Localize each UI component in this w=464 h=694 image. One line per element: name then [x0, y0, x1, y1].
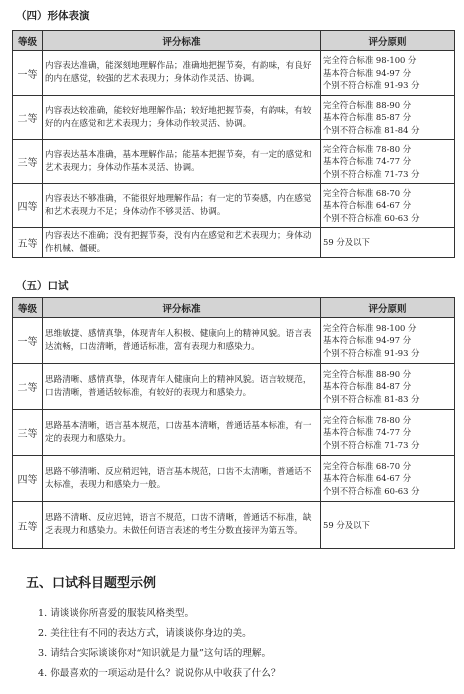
principle-line: 个别不符合标准 71-73 分 [323, 168, 420, 179]
principle-line: 基本符合标准 64-67 分 [323, 473, 412, 484]
example-question: 1. 请谈谈你所喜爱的服装风格类型。 [38, 608, 195, 619]
header-level: 等级 [13, 31, 43, 51]
criteria-cell: 思路基本清晰，语言基本规范，口齿基本清晰，普通话基本标准，有一定的表现力和感染力。 [43, 410, 321, 456]
principle-line: 完全符合标准 78-80 分 [323, 414, 412, 425]
principle-line: 个别不符合标准 60-63 分 [323, 485, 420, 496]
level-cell: 四等 [13, 184, 43, 228]
table-row [13, 96, 455, 140]
oral-grading-table [12, 297, 455, 549]
criteria-cell: 内容表达较准确，能较好地理解作品；较好地把握节奏，有韵味，有较好的内在感觉和艺术表现力；身体动作较灵活、协调。 [43, 96, 321, 140]
table-row [13, 184, 455, 228]
header-principle: 评分原则 [321, 298, 455, 318]
performance-grading-table [12, 30, 455, 258]
level-cell: 一等 [13, 318, 43, 364]
example-question: 2. 美往往有不同的表达方式，请谈谈你身边的美。 [38, 628, 252, 639]
principle-cell [321, 140, 455, 184]
principle-line: 基本符合标准 64-67 分 [323, 200, 412, 211]
header-criteria: 评分标准 [43, 298, 321, 318]
principle-cell [321, 51, 455, 96]
principle-line: 个别不符合标准 81-83 分 [323, 393, 420, 404]
principle-line: 完全符合标准 88-90 分 [323, 99, 412, 110]
principle-cell [321, 228, 455, 258]
principle-line: 个别不符合标准 81-84 分 [323, 124, 420, 135]
principle-line: 完全符合标准 98-100 分 [323, 55, 417, 66]
table-row [13, 364, 455, 410]
criteria-cell: 思路清晰、感情真挚，体现青年人健康向上的精神风貌。语言较规范，口齿清晰，普通话较标准，有较好的表现力和感染力。 [43, 364, 321, 410]
principle-line: 59 分及以下 [323, 237, 370, 248]
header-criteria: 评分标准 [43, 31, 321, 51]
table-row [13, 410, 455, 456]
principle-line: 基本符合标准 84-87 分 [323, 381, 412, 392]
table-row [13, 502, 455, 549]
principle-cell [321, 184, 455, 228]
example-question: 4. 你最喜欢的一项运动是什么？说说你从中收获了什么？ [38, 668, 281, 679]
level-cell: 一等 [13, 51, 43, 96]
table-row [13, 228, 455, 258]
criteria-cell: 思路不够清晰、反应稍迟钝，语言基本规范，口齿不太清晰，普通话不太标准，表现力和感染力一般。 [43, 456, 321, 502]
principle-line: 个别不符合标准 71-73 分 [323, 439, 420, 450]
principle-cell [321, 410, 455, 456]
header-principle: 评分原则 [321, 31, 455, 51]
principle-cell [321, 364, 455, 410]
table-row [13, 318, 455, 364]
example-questions-list [38, 604, 280, 684]
criteria-cell: 内容表达不够准确，不能很好地理解作品；有一定的节奏感，内在感觉和艺术表现力不足；身体动作不够灵活、协调。 [43, 184, 321, 228]
table-row [13, 140, 455, 184]
header-level: 等级 [13, 298, 43, 318]
principle-cell [321, 318, 455, 364]
level-cell: 三等 [13, 410, 43, 456]
section-heading-oral: （五）口试 [16, 280, 69, 292]
example-question: 3. 请结合实际谈谈你对“知识就是力量”这句话的理解。 [38, 648, 272, 659]
examples-heading: 五、口试科目题型示例 [26, 576, 157, 591]
level-cell: 四等 [13, 456, 43, 502]
table-header-row [13, 31, 455, 51]
level-cell: 五等 [13, 502, 43, 549]
level-cell: 二等 [13, 96, 43, 140]
section-heading-performance: （四）形体表演 [16, 10, 90, 22]
principle-line: 基本符合标准 85-87 分 [323, 112, 412, 123]
criteria-cell: 思路不清晰、反应迟钝，语言不规范，口齿不清晰，普通话不标准，缺乏表现力和感染力。未做任何语言表述的考生分数直接评为第五等。 [43, 502, 321, 549]
principle-line: 完全符合标准 98-100 分 [323, 322, 417, 333]
principle-line: 59 分及以下 [323, 519, 370, 530]
principle-line: 个别不符合标准 91-93 分 [323, 347, 420, 358]
criteria-cell: 内容表达不准确；没有把握节奏，没有内在感觉和艺术表现力；身体动作机械、僵硬。 [43, 228, 321, 258]
principle-line: 完全符合标准 68-70 分 [323, 187, 412, 198]
table-row [13, 456, 455, 502]
principle-line: 基本符合标准 94-97 分 [323, 335, 412, 346]
table-header-row [13, 298, 455, 318]
principle-line: 个别不符合标准 91-93 分 [323, 80, 420, 91]
level-cell: 二等 [13, 364, 43, 410]
principle-line: 基本符合标准 94-97 分 [323, 67, 412, 78]
principle-line: 完全符合标准 78-80 分 [323, 143, 412, 154]
level-cell: 五等 [13, 228, 43, 258]
principle-cell [321, 456, 455, 502]
principle-line: 完全符合标准 68-70 分 [323, 460, 412, 471]
criteria-cell: 内容表达准确，能深刻地理解作品；准确地把握节奏，有韵味，有良好的内在感觉，较强的艺术表现力；身体动作灵活、协调。 [43, 51, 321, 96]
principle-cell [321, 502, 455, 549]
principle-cell [321, 96, 455, 140]
principle-line: 基本符合标准 74-77 分 [323, 156, 412, 167]
criteria-cell: 内容表达基本准确，基本理解作品；能基本把握节奏，有一定的感觉和艺术表现力；身体动作基本灵活、协调。 [43, 140, 321, 184]
table-row [13, 51, 455, 96]
principle-line: 基本符合标准 74-77 分 [323, 427, 412, 438]
principle-line: 个别不符合标准 60-63 分 [323, 212, 420, 223]
criteria-cell: 思维敏捷、感情真挚，体现青年人积极、健康向上的精神风貌。语言表达流畅，口齿清晰，普通话标准，富有表现力和感染力。 [43, 318, 321, 364]
principle-line: 完全符合标准 88-90 分 [323, 368, 412, 379]
level-cell: 三等 [13, 140, 43, 184]
